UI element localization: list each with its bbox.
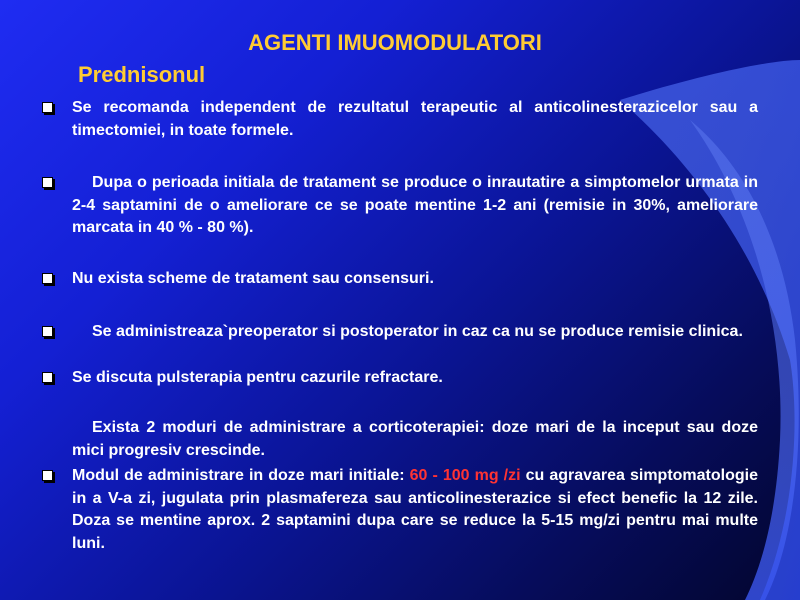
bullet-item xyxy=(72,465,758,555)
bullet-item xyxy=(72,268,758,291)
square-bullet-icon xyxy=(42,326,53,337)
text-before-dose: Modul de administrare in doze mari initiale: xyxy=(72,467,410,484)
bullet-text: Nu exista scheme de tratament sau consensuri. xyxy=(72,270,434,287)
bullet-text-rich xyxy=(72,465,758,555)
bullet-text: Dupa o perioada initiala de tratament se produce o inrautatire a simptomelor urmata in 2-4 saptamini de o ameliorare ce se poate mentine 1-2 ani (remisie in 30%, ameliorare marcata in 40 % - 80 %). xyxy=(72,174,758,236)
bullet-item xyxy=(72,367,758,390)
square-bullet-icon xyxy=(42,372,53,383)
bullet-text: Se recomanda independent de rezultatul terapeutic al anticolinesterazicelor sau a timectomiei, in toate formele. xyxy=(72,99,758,139)
square-bullet-icon xyxy=(42,177,53,188)
slide-subtitle: Prednisonul xyxy=(78,62,206,87)
square-bullet-icon xyxy=(42,102,53,113)
bullet-item xyxy=(72,321,758,344)
bullet-item xyxy=(72,97,758,142)
slide-title: AGENTI IMUOMODULATORI xyxy=(248,30,542,55)
bullet-text: Se discuta pulsterapia pentru cazurile refractare. xyxy=(72,369,443,386)
paragraph-item xyxy=(72,417,758,462)
text-after-dose: cu agravarea simptomatologie in a V-a zi, jugulata prin plasmafereza sau anticolinesterazice si efect benefic la 12 zile. Doza se mentine aprox. 2 saptamini dupa care se reduce la 5-15 mg/zi pentru mai multe luni. xyxy=(72,467,758,552)
square-bullet-icon xyxy=(42,470,53,481)
paragraph-text: Exista 2 moduri de administrare a corticoterapiei: doze mari de la inceput sau doze mici progresiv crescinde. xyxy=(72,419,758,459)
square-bullet-icon xyxy=(42,273,53,284)
bullet-item xyxy=(72,172,758,240)
dose-highlight: 60 - 100 mg /zi xyxy=(409,467,521,484)
bullet-text: Se administreaza`preoperator si postoperator in caz ca nu se produce remisie clinica. xyxy=(92,323,743,340)
